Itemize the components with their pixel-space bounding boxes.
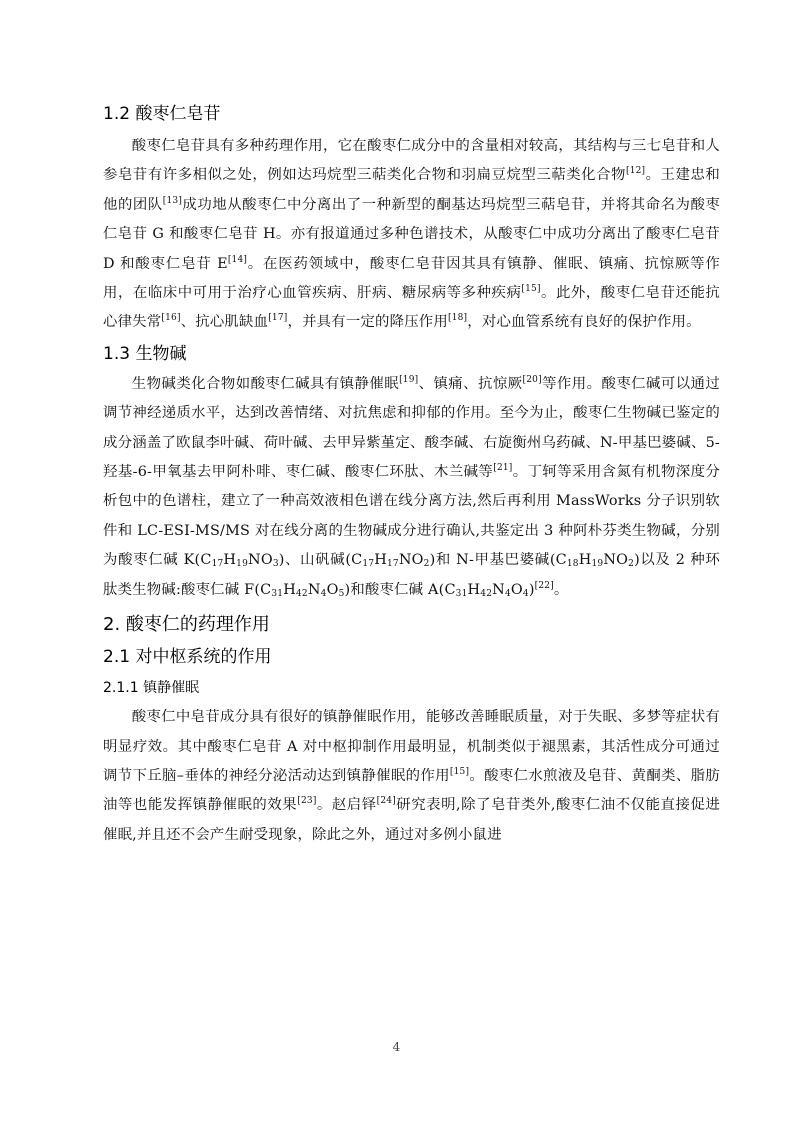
- section-heading-1-3: 1.3 生物碱: [103, 343, 187, 364]
- section-heading-2-1-1: 2.1.1 镇静催眠: [103, 680, 200, 697]
- page-number: 4: [392, 1040, 401, 1054]
- citation[interactable]: [24]: [376, 796, 396, 807]
- section-heading-1-2: 1.2 酸枣仁皂苷: [103, 104, 221, 124]
- citation[interactable]: [21]: [493, 463, 513, 474]
- section-heading-2-1: 2.1 对中枢系统的作用: [103, 647, 272, 668]
- section-heading-2: 2. 酸枣仁的药理作用: [103, 614, 270, 636]
- citation[interactable]: [15]: [449, 766, 470, 777]
- citation[interactable]: [14]: [227, 254, 248, 265]
- citation[interactable]: [23]: [297, 796, 317, 807]
- citation[interactable]: [18]: [447, 313, 468, 324]
- citation[interactable]: [12]: [625, 166, 646, 177]
- paragraph-sedation: 酸枣仁中皂苷成分具有很好的镇静催眠作用，能够改善睡眠质量，对于失眠、多梦等症状有明显疗效。其中酸枣仁皂苷 A 对中枢抑制作用最明显，机制类似于褪黑素，其活性成分可通过调节下丘脑–垂体的神经分泌活动达到镇静催眠的作用[15]。酸枣仁水煎液及皂苷、黄酮类、脂肪油等也能发挥镇静催眠的效果[23]。赵启铎[24]研究表明,除了皂苷类外,酸枣仁油不仅能直接促进催眠,并且还不会产生耐受现象，除此之外，通过对多例小鼠进: [103, 709, 721, 843]
- citation[interactable]: [17]: [268, 313, 288, 324]
- citation[interactable]: [19]: [399, 374, 419, 385]
- citation[interactable]: [22]: [534, 580, 554, 591]
- citation[interactable]: [20]: [522, 374, 542, 385]
- paragraph-saponins: 酸枣仁皂苷具有多种药理作用，它在酸枣仁成分中的含量相对较高，其结构与三七皂苷和人参皂苷有许多相似之处，例如达玛烷型三萜类化合物和羽扁豆烷型三萜类化合物[12]。王建忠和他的团队[13]成功地从酸枣仁中分离出了一种新型的酮基达玛烷型三萜皂苷，并将其命名为酸枣仁皂苷 G 和酸枣仁皂苷 H。亦有报道通过多种色谱技术，从酸枣仁中成功分离出了酸枣仁皂苷 D 和酸枣仁皂苷 E[14]。在医药领域中，酸枣仁皂苷因其具有镇静、催眠、镇痛、抗惊厥等作用，在临床中可用于治疗心血管疾病、肝病、糖尿病等多种疾病[15]。此外，酸枣仁皂苷还能抗心律失常[16]、抗心肌缺血[17]，并具有一定的降压作用[18]，对心血管系统有良好的保护作用。: [103, 138, 720, 331]
- paragraph-alkaloids: 生物碱类化合物如酸枣仁碱具有镇静催眠[19]、镇痛、抗惊厥[20]等作用。酸枣仁碱可以通过调节神经递质水平，达到改善情绪、对抗焦虑和抑郁的作用。至今为止，酸枣仁生物碱已鉴定的成分涵盖了欧鼠李叶碱、荷叶碱、去甲异紫堇定、酸李碱、右旋衡州乌药碱、N-甲基巴婆碱、5-羟基-6-甲氧基去甲阿朴啡、枣仁碱、酸枣仁环肽、木兰碱等[21]。丁轲等采用含氮有机物深度分析包中的色谱柱，建立了一种高效液相色谱在线分离方法,然后再利用 MassWorks 分子识别软件和 LC-ESI-MS/MS 对在线分离的生物碱成分进行确认,共鉴定出 3 种阿朴芬类生物碱，分别为酸枣仁碱 $K(C_{17}H_{19}NO_3)$、山矾碱$(C_{17}H_{17}NO_2)$和 N-甲基巴婆碱$(C_{18}H_{19}NO_2)$以及 2 种环肽类生物碱:酸枣仁碱 $F(C_{31}H_{42}N_4O_5)$和酸枣仁碱 $A(C_{31}H_{42}N_4O_4)[22]$。: [103, 374, 721, 599]
- citation[interactable]: [15]: [521, 284, 541, 295]
- page-content: [103, 96, 720, 850]
- citation[interactable]: [13]: [162, 195, 183, 206]
- citation[interactable]: [16]: [161, 313, 181, 324]
